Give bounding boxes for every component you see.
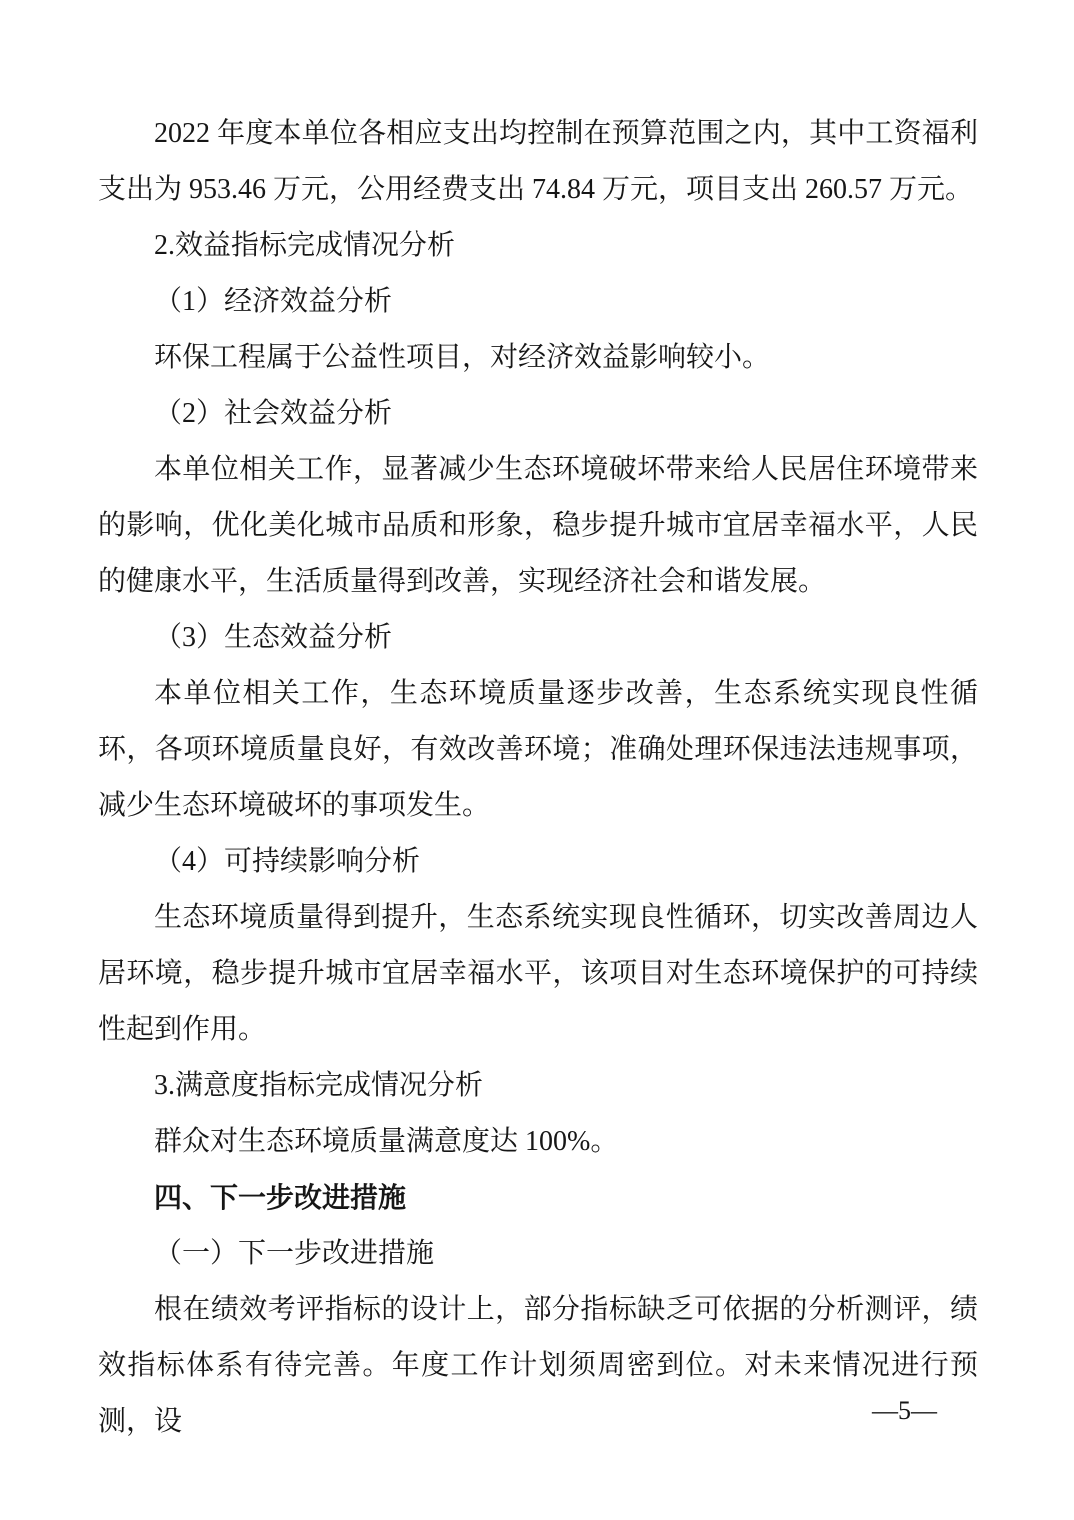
- page-number: —5—: [872, 1396, 937, 1425]
- para-expenditure-summary: 2022 年度本单位各相应支出均控制在预算范围之内，其中工资福利支出为 953.46 万元，公用经费支出 74.84 万元，项目支出 260.57 万元。: [98, 118, 978, 205]
- subheading-satisfaction-indicator: 3.满意度指标完成情况分析: [154, 1070, 484, 1101]
- document-body: [98, 106, 978, 1450]
- para-ecological-benefit: 本单位相关工作，生态环境质量逐步改善，生态系统实现良性循环，各项环境质量良好，有效改善环境；准确处理环保违法违规事项，减少生态环境破坏的事项发生。: [98, 678, 978, 821]
- subheading-economic-benefit: （1）经济效益分析: [154, 286, 393, 317]
- subheading-sustainability-impact: （4）可持续影响分析: [154, 846, 421, 877]
- para-economic-benefit: 环保工程属于公益性项目，对经济效益影响较小。: [154, 342, 771, 373]
- para-social-benefit: 本单位相关工作，显著减少生态环境破坏带来给人民居住环境带来的影响，优化美化城市品质和形象，稳步提升城市宜居幸福水平，人民的健康水平，生活质量得到改善，实现经济社会和谐发展。: [98, 454, 978, 597]
- para-satisfaction-indicator: 群众对生态环境质量满意度达 100%。: [154, 1126, 619, 1157]
- subheading-benefit-indicator-analysis: 2.效益指标完成情况分析: [154, 230, 456, 261]
- subheading-next-step-measures: （一）下一步改进措施: [154, 1238, 435, 1269]
- para-sustainability-impact: 生态环境质量得到提升，生态系统实现良性循环，切实改善周边人居环境，稳步提升城市宜居幸福水平，该项目对生态环境保护的可持续性起到作用。: [98, 902, 978, 1045]
- section-heading-next-step-measures: 四、下一步改进措施: [154, 1182, 407, 1213]
- subheading-social-benefit: （2）社会效益分析: [154, 398, 393, 429]
- subheading-ecological-benefit: （3）生态效益分析: [154, 622, 393, 653]
- para-next-step-measures: 根在绩效考评指标的设计上，部分指标缺乏可依据的分析测评，绩效指标体系有待完善。年度工作计划须周密到位。对未来情况进行预测，设: [98, 1294, 978, 1437]
